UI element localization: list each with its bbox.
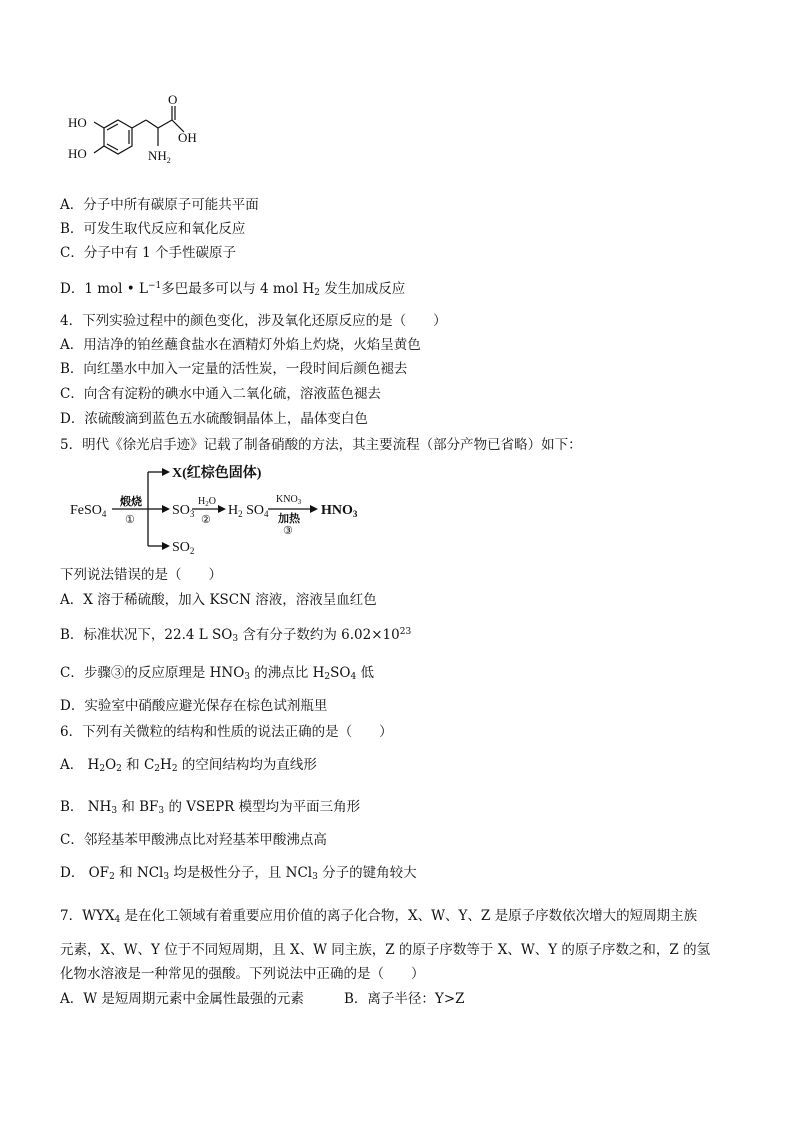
q7-line-2: 元素，X、W、Y 位于不同短周期，且 X、W 同主族，Z 的原子序数等于 X、W、Y 的原子序数之和，Z 的氢 [60, 942, 711, 958]
q4-stem: 4．下列实验过程中的颜色变化，涉及氧化还原反应的是（ ） [60, 313, 447, 329]
q7-line-3: 化物水溶液是一种常见的强酸。下列说法中正确的是（ ） [60, 966, 425, 982]
q5-stem: 5．明代《徐光启手迹》记载了制备硝酸的方法，其主要流程（部分产物已省略）如下： [60, 437, 582, 453]
q5-option-d: D．实验室中硝酸应避光保存在棕色试剂瓶里 [60, 698, 328, 714]
ho-top-label: HO [68, 115, 87, 130]
so3-label: $SO_3$ [172, 503, 195, 519]
q5-flow-diagram [70, 462, 380, 556]
h2o-condition: $H_2O$ [198, 496, 216, 508]
q6-option-c: C．邻羟基苯甲酸沸点比对羟基苯甲酸沸点高 [60, 832, 327, 848]
q4-option-a: A．用洁净的铂丝蘸食盐水在酒精灯外焰上灼烧，火焰呈黄色 [60, 337, 421, 353]
h2so4-label: $H_2$ $SO_4$ [228, 503, 269, 519]
q3-option-b: B．可发生取代反应和氧化反应 [60, 221, 246, 237]
q6-stem: 6．下列有关微粒的结构和性质的说法正确的是（ ） [60, 724, 393, 740]
q6-option-d: D． $OF_2$ 和 NCl$_3$ 均是极性分子，且 NCl$_3$ 分子的键角较大 [60, 865, 417, 882]
step1-condition: 煅烧 [120, 496, 142, 508]
q4-option-d: D．浓硫酸滴到蓝色五水硫酸铜晶体上，晶体变白色 [60, 411, 368, 427]
q3-option-d: D．1 mol • $L^{-1}$多巴最多可以与 4 mol $H_2$ 发生加成反应 [60, 281, 406, 298]
q6-option-b: B． $NH_3$ 和 $BF_3$ 的 VSEPR 模型均为平面三角形 [60, 799, 361, 816]
step1-number: ① [125, 514, 135, 526]
step3-number: ③ [283, 525, 293, 537]
ho-bottom-label: HO [68, 146, 87, 161]
oh-label: OH [178, 130, 197, 145]
q5-sub-stem: 下列说法错误的是（ ） [60, 567, 222, 583]
q4-option-c: C．向含有淀粉的碘水中通入二氧化硫，溶液蓝色褪去 [60, 386, 381, 402]
q7-option-a: A．W 是短周期元素中金属性最强的元素 [60, 991, 304, 1007]
step2-number: ② [201, 514, 211, 526]
hno3-label: $HNO_3$ [321, 503, 358, 519]
kno3-condition: $KNO_3$ [276, 494, 302, 506]
q7-line-1: 7．$WYX_4$ 是在化工领域有着重要应用价值的离子化合物，X、W、Y、Z 是原子序数依次增大的短周期主族 [60, 908, 698, 925]
q3-option-a: A．分子中所有碳原子可能共平面 [60, 197, 259, 213]
q5-option-b: B．标准状况下，22.4 L $SO_3$ 含有分子数约为 $6.02\times 10^{23}$ [60, 627, 412, 644]
q4-option-b: B．向红墨水中加入一定量的活性炭，一段时间后颜色褪去 [60, 361, 408, 377]
feso4-label: FeSO$_4$ [70, 503, 107, 519]
q5-option-c: C．步骤③的反应原理是 $HNO_3$ 的沸点比 $H_2SO_4$ 低 [60, 665, 374, 682]
x-label: X(红棕色固体) [172, 466, 262, 481]
step3-condition: 加热 [278, 513, 300, 525]
so2-label: $SO_2$ [172, 540, 195, 556]
q5-option-a: A．X 溶于稀硫酸，加入 KSCN 溶液，溶液呈血红色 [60, 592, 377, 608]
nh2-label: $NH_2$ [148, 148, 171, 165]
o-double-label: O [168, 92, 178, 107]
molecule-structure [60, 92, 220, 184]
q6-option-a: A． $H_2O_2$ 和 $C_2H_2$ 的空间结构均为直线形 [60, 757, 317, 774]
q3-option-c: C．分子中有 1 个手性碳原子 [60, 245, 237, 261]
q7-option-b: B．离子半径：Y>Z [344, 991, 465, 1007]
